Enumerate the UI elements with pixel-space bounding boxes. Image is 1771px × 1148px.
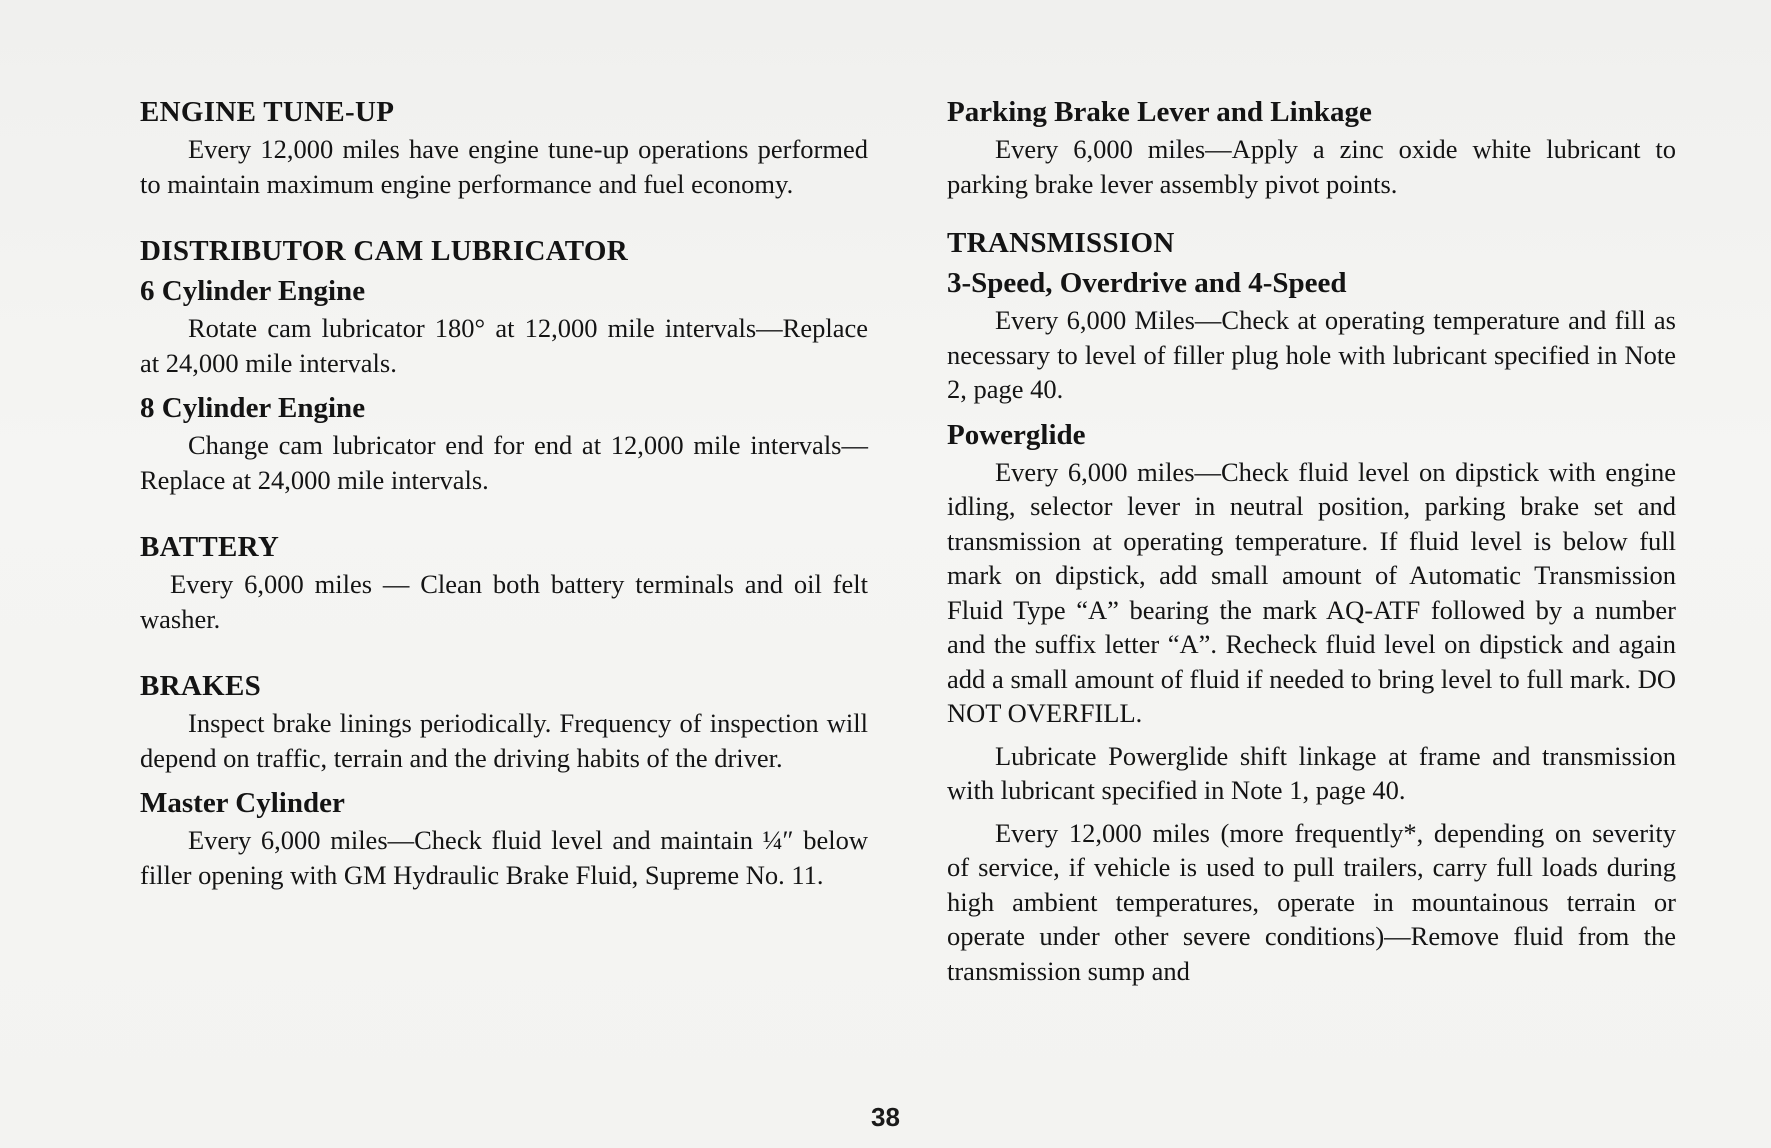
subsection-heading: 3-Speed, Overdrive and 4-Speed bbox=[947, 267, 1347, 299]
right-column bbox=[947, 92, 1676, 988]
paragraph: Every 6,000 miles—Apply a zinc oxide white lubricant to parking brake lever assembly pivot points. bbox=[947, 134, 1676, 199]
paragraph: Every 12,000 miles have engine tune-up operations performed to maintain maximum engine performance and fuel economy. bbox=[140, 134, 868, 199]
paragraph: Every 6,000 Miles—Check at operating temperature and fill as necessary to level of filler plug hole with lubricant specified in Note 2, page 40. bbox=[947, 305, 1676, 404]
paragraph: Change cam lubricator end for end at 12,000 mile intervals—Replace at 24,000 mile intervals. bbox=[140, 430, 868, 495]
left-column bbox=[140, 92, 868, 892]
section-heading: ENGINE TUNE-UP bbox=[140, 96, 395, 128]
paragraph: Every 12,000 miles (more frequently*, depending on severity of service, if vehicle is used to pull trailers, carry full loads during high ambient temperatures, operate in mountainous terrain or operate under other severe conditions)—Remove fluid from the transmission sump and bbox=[947, 817, 1676, 986]
paragraph: Every 6,000 miles—Check fluid level on dipstick with engine idling, selector lever in neutral position, parking brake set and transmission at operating temperature. If fluid level is below full mark on dipstick, add small amount of Automatic Transmission Fluid Type “A” bearing the mark AQ-ATF followed by a number and the suffix letter “A”. Recheck fluid level on dipstick and again add a small amount of fluid if needed to bring level to full mark. DO NOT OVERFILL. bbox=[947, 456, 1676, 728]
paragraph: Inspect brake linings periodically. Frequency of inspection will depend on traffic, terrain and the driving habits of the driver. bbox=[140, 708, 868, 773]
subsection-heading: 8 Cylinder Engine bbox=[140, 392, 366, 424]
paragraph: Every 6,000 miles — Clean both battery terminals and oil felt washer. bbox=[140, 569, 868, 634]
brakes-section bbox=[140, 666, 868, 892]
subsection-heading: Parking Brake Lever and Linkage bbox=[947, 96, 1372, 128]
paragraph: Every 6,000 miles—Check fluid level and maintain ¼″ below filler opening with GM Hydraulic Brake Fluid, Supreme No. 11. bbox=[140, 825, 868, 890]
distributor-section bbox=[140, 231, 868, 497]
subsection-heading: Master Cylinder bbox=[140, 787, 345, 819]
subsection-heading: Powerglide bbox=[947, 418, 1086, 451]
parking-brake-section bbox=[947, 92, 1676, 201]
battery-section bbox=[140, 527, 868, 636]
engine-tune-up-section bbox=[140, 92, 868, 201]
section-heading: DISTRIBUTOR CAM LUBRICATOR bbox=[140, 235, 628, 267]
paragraph: Rotate cam lubricator 180° at 12,000 mile intervals—Replace at 24,000 mile intervals. bbox=[140, 313, 868, 378]
page-number: 38 bbox=[871, 1102, 900, 1132]
section-heading: BRAKES bbox=[140, 670, 262, 702]
subsection-heading: 6 Cylinder Engine bbox=[140, 275, 366, 307]
transmission-section bbox=[947, 223, 1676, 988]
section-heading: TRANSMISSION bbox=[947, 227, 1175, 259]
section-heading: BATTERY bbox=[140, 531, 280, 563]
paragraph: Lubricate Powerglide shift linkage at frame and transmission with lubricant specified in Note 1, page 40. bbox=[947, 740, 1676, 805]
